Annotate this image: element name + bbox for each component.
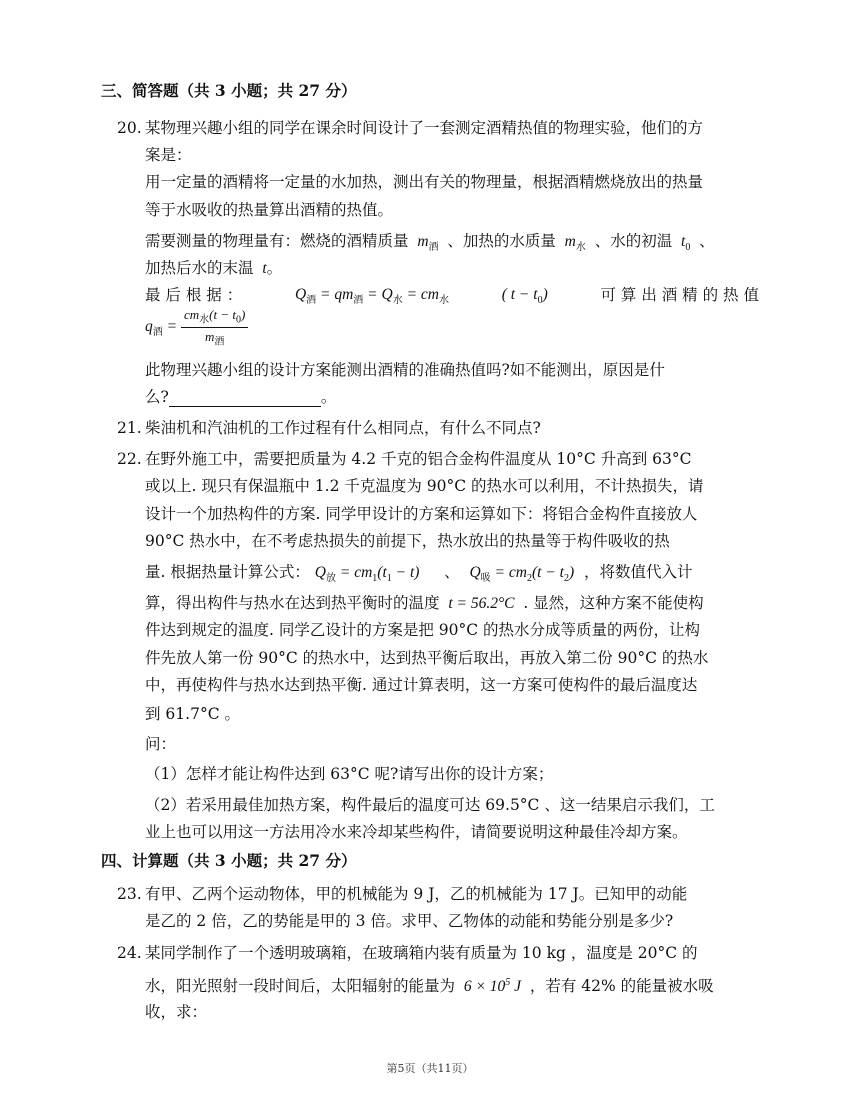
question-text-line: 有甲、乙两个运动物体，甲的机械能为 9 J，乙的机械能为 17 J。已知甲的动能 [145,885,688,903]
question-text-line [145,973,714,997]
question-text-line: 用一定量的酒精将一定量的水加热，测出有关的物理量，根据酒精燃烧放出的热量 [145,173,704,191]
text-segment: 。 [266,259,283,277]
text-segment: 、水的初温 [594,232,673,250]
question-number: 21. [117,419,142,437]
question-text-line: 件先放人第一份 90°C 的热水中，达到热平衡后取出，再放入第二份 90°C 的热水 [145,649,709,667]
text-segment: 、 [444,563,460,581]
text-segment: 、加热的水质量 [447,232,556,250]
question-text-line [145,387,336,407]
text-segment: 量. 根据热量计算公式： [145,563,310,581]
question-text-line [145,593,704,614]
section-title-calculation: 四、计算题（共 3 小题；共 27 分） [101,851,357,870]
question-text-line: 中，再使构件与热水达到热平衡. 通过计算表明，这一方案可使构件的最后温度达 [145,676,698,694]
text-segment: 可 算 出 酒 精 的 热 值 [600,286,759,304]
question-text-line: 收，求： [145,1003,208,1021]
math-m-water: $m_水$ [560,233,586,254]
question-text-line: 在野外施工中，需要把质量为 4.2 千克的铝合金构件温度从 10°C 升高到 63°C [145,450,692,468]
text-segment: ，将数值代入计 [583,563,693,581]
text-segment: ，若有 42% 的能量被水吸 [529,977,714,996]
question-text-line: 90°C 热水中，在不考虑热损失的前提下，热水放出的热量等于构件吸收的热 [145,532,670,550]
sub-question-2: （2）若采用最佳加热方案，构件最后的温度可达 69.5°C 、这一结果启示我们，工 [145,796,715,814]
question-number: 22. [117,450,142,468]
text-segment: 么? [145,388,169,406]
page-footer: 第5页（共11页） [386,1062,474,1075]
question-text-line [145,258,282,279]
math-heat-released: $Q_放 = cm_1(t_1 - t)$ [314,564,420,585]
question-text-line: 到 61.7°C 。 [145,705,240,723]
math-temp-diff: ( $t - t_0$) [501,286,548,307]
math-heat-absorbed: $Q_吸 = cm_2(t - t_2)$ [469,564,575,585]
text-segment: . 显然，这种方案不能使构 [523,594,704,612]
math-heat-equation: $Q_酒 = qm_酒 = Q_水 = cm_水$ [294,286,449,307]
question-number: 23. [117,885,142,903]
question-text-line [145,562,693,589]
question-text-line: 设计一个加热构件的方案. 同学甲设计的方案和运算如下：将铝合金构件直接放人 [145,505,698,523]
question-text-line: 问： [145,735,177,753]
question-number: 24. [117,944,142,962]
text-segment: 、 [699,232,715,250]
question-text-line: 是乙的 2 倍，乙的势能是甲的 3 倍。求甲、乙物体的动能和势能分别是多少? [145,912,674,930]
question-text-line: 或以上. 现只有保温瓶中 1.2 千克温度为 90°C 的热水可以利用，不计热损失，请 [145,477,704,495]
question-text-line: 案是： [145,146,192,164]
math-heat-value-formula: $q_酒$ = $\frac{cm_水(t - t_0)}{m_酒}$ [145,307,248,347]
text-segment: 水，阳光照射一段时间后，太阳辐射的能量为 [145,977,456,996]
question-number: 20. [117,119,142,137]
math-m-alcohol: $m_酒$ [413,233,439,254]
question-text-line: 业上也可以用这一方法用冷水来冷却某些构件，请简要说明这种最佳冷却方案。 [145,823,688,841]
math-equilibrium-temp: t = 56.2°C [444,595,519,612]
sub-question-1: （1）怎样才能让构件达到 63°C 呢?请写出你的设计方案； [145,765,554,783]
question-text-line: 件达到规定的温度. 同学乙设计的方案是把 90°C 的热水分成等质量的两份，让构 [145,621,701,639]
question-text-line [145,231,715,258]
text-segment: 需要测量的物理量有：燃烧的酒精质量 [145,232,409,250]
answer-blank[interactable] [169,390,321,407]
question-text-line: 等于水吸收的热量算出酒精的热值。 [145,201,394,219]
text-segment: 加热后水的末温 [145,259,254,277]
math-t: t [258,260,267,277]
math-t0: $t_0$ [677,233,691,254]
text-segment: 算，得出构件与热水在达到热平衡时的温度 [145,594,440,612]
question-text-line: 柴油机和汽油机的工作过程有什么相同点，有什么不同点? [145,419,541,437]
text-segment: 。 [320,388,337,406]
question-text-line: 某物理兴趣小组的同学在课余时间设计了一套测定酒精热值的物理实验，他们的方 [145,119,704,137]
section-title-short-answer: 三、简答题（共 3 小题；共 27 分） [101,81,357,100]
question-text-line: 此物理兴趣小组的设计方案能测出酒精的准确热值吗?如不能测出，原因是什 [145,361,665,379]
question-text-line: 某同学制作了一个透明玻璃箱，在玻璃箱内装有质量为 10 kg ，温度是 20°C 的 [145,944,698,962]
text-segment: 最 后 根 据 ： [145,286,243,304]
math-solar-energy: $6 \times 10^5$ J [459,977,525,996]
